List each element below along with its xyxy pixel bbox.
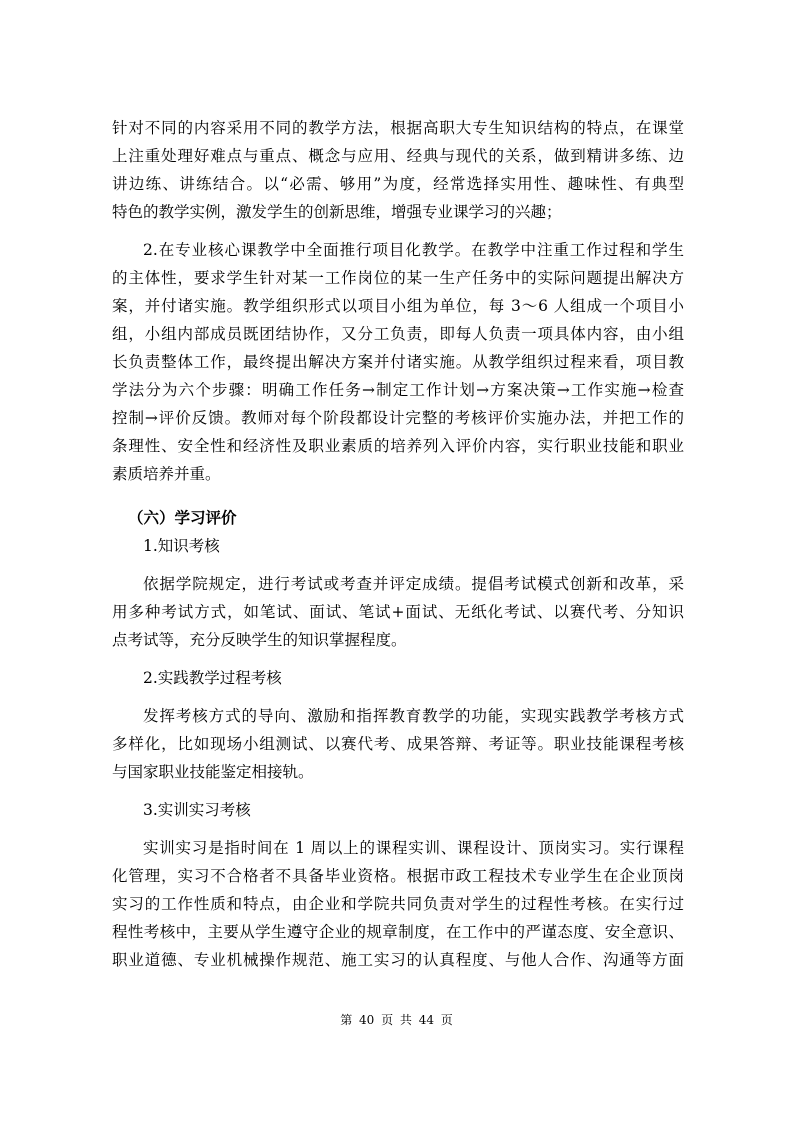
text-line: 特色的教学实例，激发学生的创新思维，增强专业课学习的兴趣； — [112, 203, 562, 221]
text-line: 案，并付诸实施。教学组织形式以项目小组为单位，每 3～6 人组成一个项目小 — [112, 297, 684, 315]
text-line: 长负责整体工作，最终提出解决方案并付诸实施。从教学组织过程来看，项目教 — [112, 353, 684, 371]
subsection-internship-assessment — [112, 796, 684, 974]
text-line: 2.在专业核心课教学中全面推行项目化教学。在教学中注重工作过程和学生 — [143, 241, 684, 259]
subsection-practice-assessment — [112, 664, 684, 786]
text-line: 程性考核中，主要从学生遵守企业的规章制度，在工作中的严谨态度、安全意识、 — [112, 923, 684, 941]
text-line: 控制→评价反馈。教师对每个阶段都设计完整的考核评价实施办法，并把工作的 — [112, 409, 684, 427]
text-line: 素质培养并重。 — [112, 465, 221, 483]
text-line: 的主体性，要求学生针对某一工作岗位的某一生产任务中的实际问题提出解决方 — [112, 269, 684, 287]
paragraph-project-teaching — [112, 236, 684, 488]
subsection-knowledge-assessment — [112, 532, 684, 654]
text-line: 实习的工作性质和特点，由企业和学院共同负责对学生的过程性考核。在实行过 — [112, 895, 684, 913]
text-line: 上注重处理好难点与重点、概念与应用、经典与现代的关系，做到精讲多练、边 — [112, 147, 684, 165]
text-line: 与国家职业技能鉴定相接轨。 — [112, 763, 314, 781]
text-line: 依据学院规定，进行考试或考查并评定成绩。提倡考试模式创新和改革，采 — [143, 575, 684, 593]
subsection-title: 1.知识考核 — [143, 537, 220, 555]
text-line: 条理性、安全性和经济性及职业素质的培养列入评价内容，实行职业技能和职业 — [112, 437, 684, 455]
text-line: 用多种考试方式，如笔试、面试、笔试+面试、无纸化考试、以赛代考、分知识 — [112, 603, 684, 621]
text-line: 点考试等，充分反映学生的知识掌握程度。 — [112, 631, 407, 649]
text-line: 发挥考核方式的导向、激励和指挥教育教学的功能，实现实践教学考核方式 — [143, 707, 684, 725]
text-line: 针对不同的内容采用不同的教学方法，根据高职大专生知识结构的特点，在课堂 — [112, 119, 684, 137]
text-line: 多样化，比如现场小组测试、以赛代考、成果答辩、考证等。职业技能课程考核 — [112, 735, 684, 753]
text-line: 实训实习是指时间在 1 周以上的课程实训、课程设计、顶岗实习。实行课程 — [143, 839, 684, 857]
subsection-title: 3.实训实习考核 — [143, 801, 251, 819]
paragraph-teaching-methods — [112, 114, 684, 226]
page-number-footer: 第 40 页 共 44 页 — [340, 1013, 453, 1027]
text-line: 组，小组内部成员既团结协作，又分工负责，即每人负责一项具体内容，由小组 — [112, 325, 684, 343]
section-heading: （六）学习评价 — [128, 509, 237, 527]
text-line: 职业道德、专业机械操作规范、施工实习的认真程度、与他人合作、沟通等方面 — [112, 951, 684, 969]
text-line: 学法分为六个步骤：明确工作任务→制定工作计划→方案决策→工作实施→检查 — [112, 381, 684, 399]
text-line: 讲边练、讲练结合。以“必需、够用”为度，经常选择实用性、趣味性、有典型 — [112, 175, 684, 193]
page-content — [112, 114, 684, 974]
text-line: 化管理，实习不合格者不具备毕业资格。根据市政工程技术专业学生在企业顶岗 — [112, 867, 684, 885]
subsection-title: 2.实践教学过程考核 — [143, 669, 282, 687]
